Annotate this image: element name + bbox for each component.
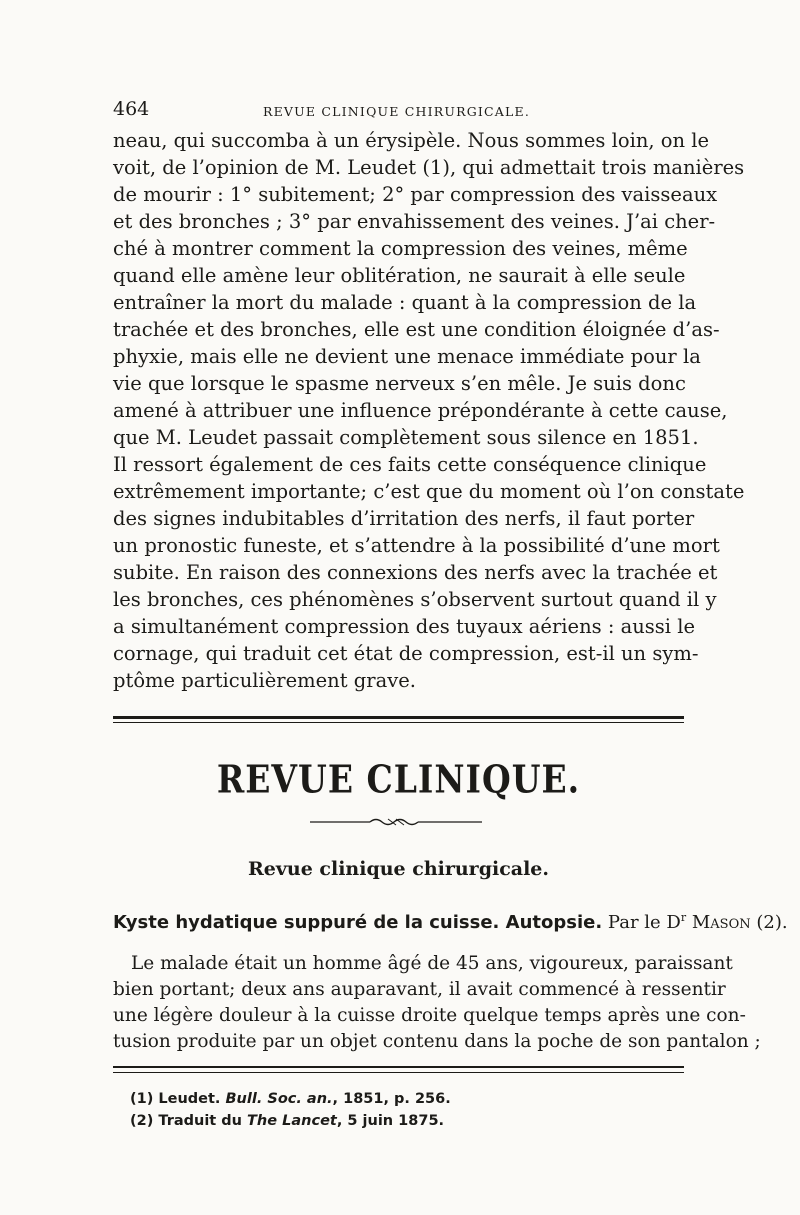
author-name: Mason (691, 912, 751, 933)
footnote-ref: (2). (756, 912, 788, 933)
footnote-2-suffix: , 5 juin 1875. (336, 1113, 445, 1129)
section-divider-thick (113, 716, 684, 719)
text-line: a simultanément compression des tuyaux aériens : aussi le (113, 615, 696, 638)
text-line: entraîner la mort du malade : quant à la compression de la (113, 291, 697, 314)
text-line: ptôme particulièrement grave. (113, 669, 416, 692)
footnote-2 (130, 1110, 690, 1132)
text-line: voit, de l’opinion de M. Leudet (1), qui admettait trois manières (113, 156, 745, 179)
text-line: Il ressort également de ces faits cette conséquence clinique (113, 453, 707, 476)
section-title: REVUE CLINIQUE. (216, 757, 581, 802)
footnote-1-suffix: , 1851, p. 256. (332, 1091, 451, 1107)
text-line: et des bronches ; 3° par envahissement des veines. J’ai cher- (113, 210, 716, 233)
text-line: extrêmement importante; c’est que du moment où l’on constate (113, 480, 745, 503)
ornament-rule-icon (310, 815, 482, 829)
text-line: une légère douleur à la cuisse droite quelque temps après une con- (113, 1005, 746, 1026)
byline-sup: r (680, 911, 687, 924)
text-line: subite. En raison des connexions des nerfs avec la trachée et (113, 561, 718, 584)
text-line: vie que lorsque le spasme nerveux s’en mêle. Je suis donc (113, 372, 686, 395)
section-divider-thin (113, 722, 684, 723)
text-line: phyxie, mais elle ne devient une menace immédiate pour la (113, 345, 701, 368)
footnotes (130, 1088, 690, 1132)
text-line: des signes indubitables d’irritation des nerfs, il faut porter (113, 507, 695, 530)
article-title (113, 911, 788, 933)
page-number: 464 (113, 98, 150, 120)
text-line: de mourir : 1° subitement; 2° par compression des vaisseaux (113, 183, 718, 206)
text-line: que M. Leudet passait complètement sous silence en 1851. (113, 426, 699, 449)
article-text (113, 951, 761, 1055)
running-head: REVUE CLINIQUE CHIRURGICALE. (263, 104, 531, 119)
text-line: amené à attribuer une influence prépondérante à cette cause, (113, 399, 728, 422)
text-line: trachée et des bronches, elle est une condition éloignée d’as- (113, 318, 720, 341)
text-line: neau, qui succomba à un érysipèle. Nous sommes loin, on le (113, 129, 710, 152)
text-line: ché à montrer comment la compression des veines, même (113, 237, 688, 260)
footnote-1 (130, 1088, 690, 1110)
article-title-main: Kyste hydatique suppuré de la cuisse. Autopsie. (113, 912, 603, 933)
text-line: cornage, qui traduit cet état de compression, est-il un sym- (113, 642, 699, 665)
text-line: tusion produite par un objet contenu dans la poche de son pantalon ; (113, 1031, 761, 1052)
footnote-2-prefix: (2) Traduit du (130, 1113, 248, 1129)
text-line: quand elle amène leur oblitération, ne saurait à elle seule (113, 264, 686, 287)
text-line: bien portant; deux ans auparavant, il avait commencé à ressentir (113, 979, 726, 1000)
footnote-divider-thin (113, 1072, 684, 1073)
page-header (113, 96, 683, 126)
subsection-title: Revue clinique chirurgicale. (247, 858, 549, 880)
footnote-1-prefix: (1) Leudet. (130, 1091, 226, 1107)
byline-prefix: Par le D (607, 912, 681, 933)
body-text (113, 127, 745, 694)
footnote-2-source: The Lancet (247, 1113, 337, 1129)
footnote-1-source: Bull. Soc. an. (225, 1091, 333, 1107)
text-line: les bronches, ces phénomènes s’observent surtout quand il y (113, 588, 717, 611)
text-line: Le malade était un homme âgé de 45 ans, vigoureux, paraissant (131, 953, 733, 974)
text-line: un pronostic funeste, et s’attendre à la possibilité d’une mort (113, 534, 720, 557)
article-byline (608, 912, 788, 933)
footnote-divider-thick (113, 1066, 684, 1068)
